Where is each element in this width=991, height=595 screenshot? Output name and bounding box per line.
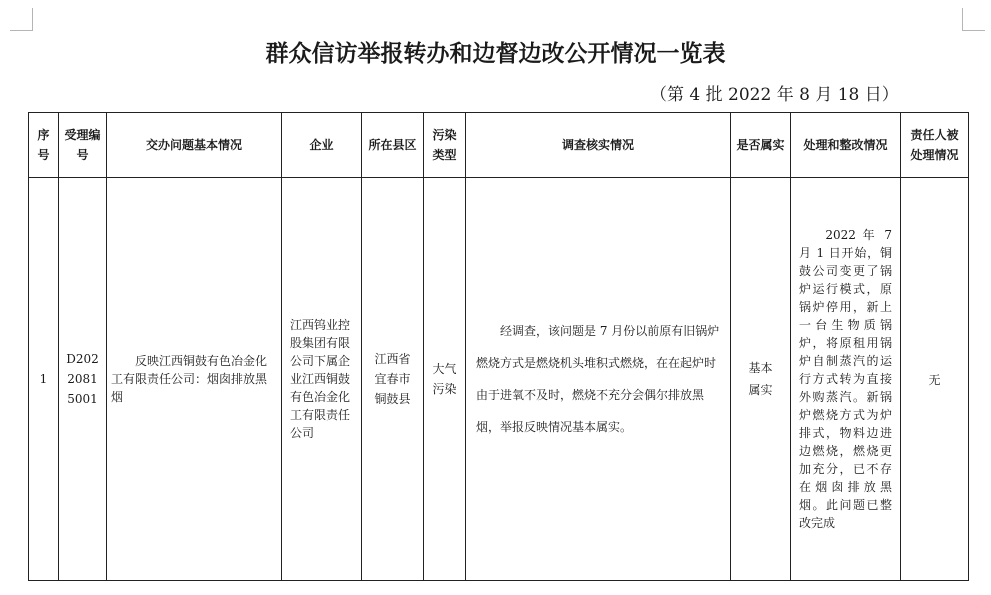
- page-corner-mark-top-right: [962, 8, 985, 31]
- cell-seq: 1: [29, 178, 59, 581]
- cell-id: D20220815001: [59, 178, 107, 581]
- cell-is-true: 基本属实: [731, 178, 791, 581]
- header-id: 受理编号: [59, 113, 107, 178]
- batch-date: （第 4 批 2022 年 8 月 18 日）: [650, 85, 899, 105]
- cell-region: 江西省宜春市铜鼓县: [362, 178, 424, 581]
- table-header-row: [29, 113, 969, 178]
- table-row: [29, 178, 969, 581]
- header-seq: 序号: [29, 113, 59, 178]
- header-accountability: 责任人被处理情况: [901, 113, 969, 178]
- page-corner-mark-top-left: [10, 8, 33, 31]
- header-verification: 调查核实情况: [466, 113, 731, 178]
- cell-pollution: 大气污染: [424, 178, 466, 581]
- cell-company: 江西钨业控股集团有限公司下属企业江西铜鼓有色冶金化工有限责任公司: [282, 178, 362, 581]
- document-title: 群众信访举报转办和边督边改公开情况一览表: [265, 41, 726, 67]
- cell-handling: 2022 年 7 月 1 日开始，铜鼓公司变更了锅炉运行模式，原锅炉停用，新上一台生物质锅炉，将原租用锅炉自制蒸汽的运行方式转为直接外购蒸汽。新锅炉燃烧方式为炉排式，物料边进边燃烧，燃烧更加充分，已不存在烟囱排放黑烟。此问题已整改完成: [791, 178, 901, 581]
- header-issue: 交办问题基本情况: [107, 113, 282, 178]
- cell-accountability: 无: [901, 178, 969, 581]
- header-is-true: 是否属实: [731, 113, 791, 178]
- header-pollution: 污染类型: [424, 113, 466, 178]
- cell-verification: 经调查，该问题是 7 月份以前原有旧锅炉燃烧方式是燃烧机头堆积式燃烧，在在起炉时由于进氧不及时，燃烧不充分会偶尔排放黑烟，举报反映情况基本属实。: [466, 178, 731, 581]
- header-company: 企业: [282, 113, 362, 178]
- report-table: [28, 112, 969, 581]
- cell-issue: 反映江西铜鼓有色冶金化工有限责任公司：烟囱排放黑烟: [107, 178, 282, 581]
- header-handling: 处理和整改情况: [791, 113, 901, 178]
- header-region: 所在县区: [362, 113, 424, 178]
